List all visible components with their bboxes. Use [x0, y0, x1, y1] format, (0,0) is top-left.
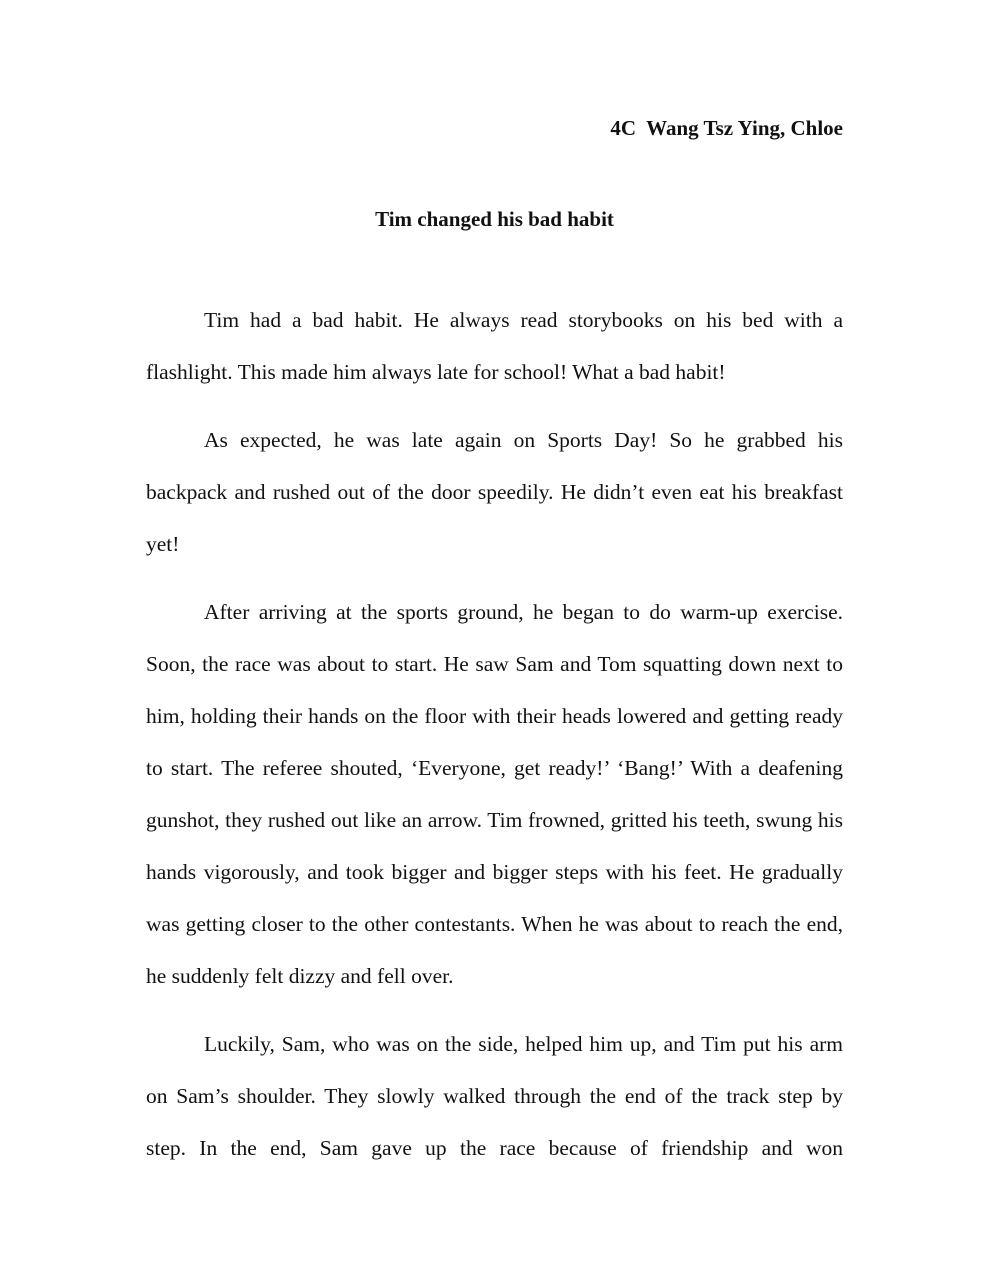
document-title: Tim changed his bad habit [375, 207, 614, 231]
paragraph-2: As expected, he was late again on Sports Day! So he grabbed his backpack and rushed out of the door speedily. He didn’t even eat his breakfast yet! [146, 428, 843, 556]
paragraph-3: After arriving at the sports ground, he began to do warm-up exercise. Soon, the race was about to start. He saw Sam and Tom squatting down next to him, holding their hands on the floor with their heads lowered and getting ready to start. The referee shouted, ‘Everyone, get ready!’ ‘Bang!’ With a deafening gunshot, they rushed out like an arrow. Tim frowned, gritted his teeth, swung his hands vigorously, and took bigger and bigger steps with his feet. He gradually was getting closer to the other contestants. When he was about to reach the end, he suddenly felt dizzy and fell over. [146, 600, 843, 988]
paragraph-1: Tim had a bad habit. He always read storybooks on his bed with a flashlight. This made him always late for school! What a bad habit! [146, 308, 843, 384]
essay-body [146, 294, 843, 1190]
paragraph-4: Luckily, Sam, who was on the side, helped him up, and Tim put his arm on Sam’s shoulder. They slowly walked through the end of the track step by step. In the end, Sam gave up the race because of friendship and won [146, 1032, 843, 1160]
author-line: 4C Wang Tsz Ying, Chloe [610, 116, 843, 140]
